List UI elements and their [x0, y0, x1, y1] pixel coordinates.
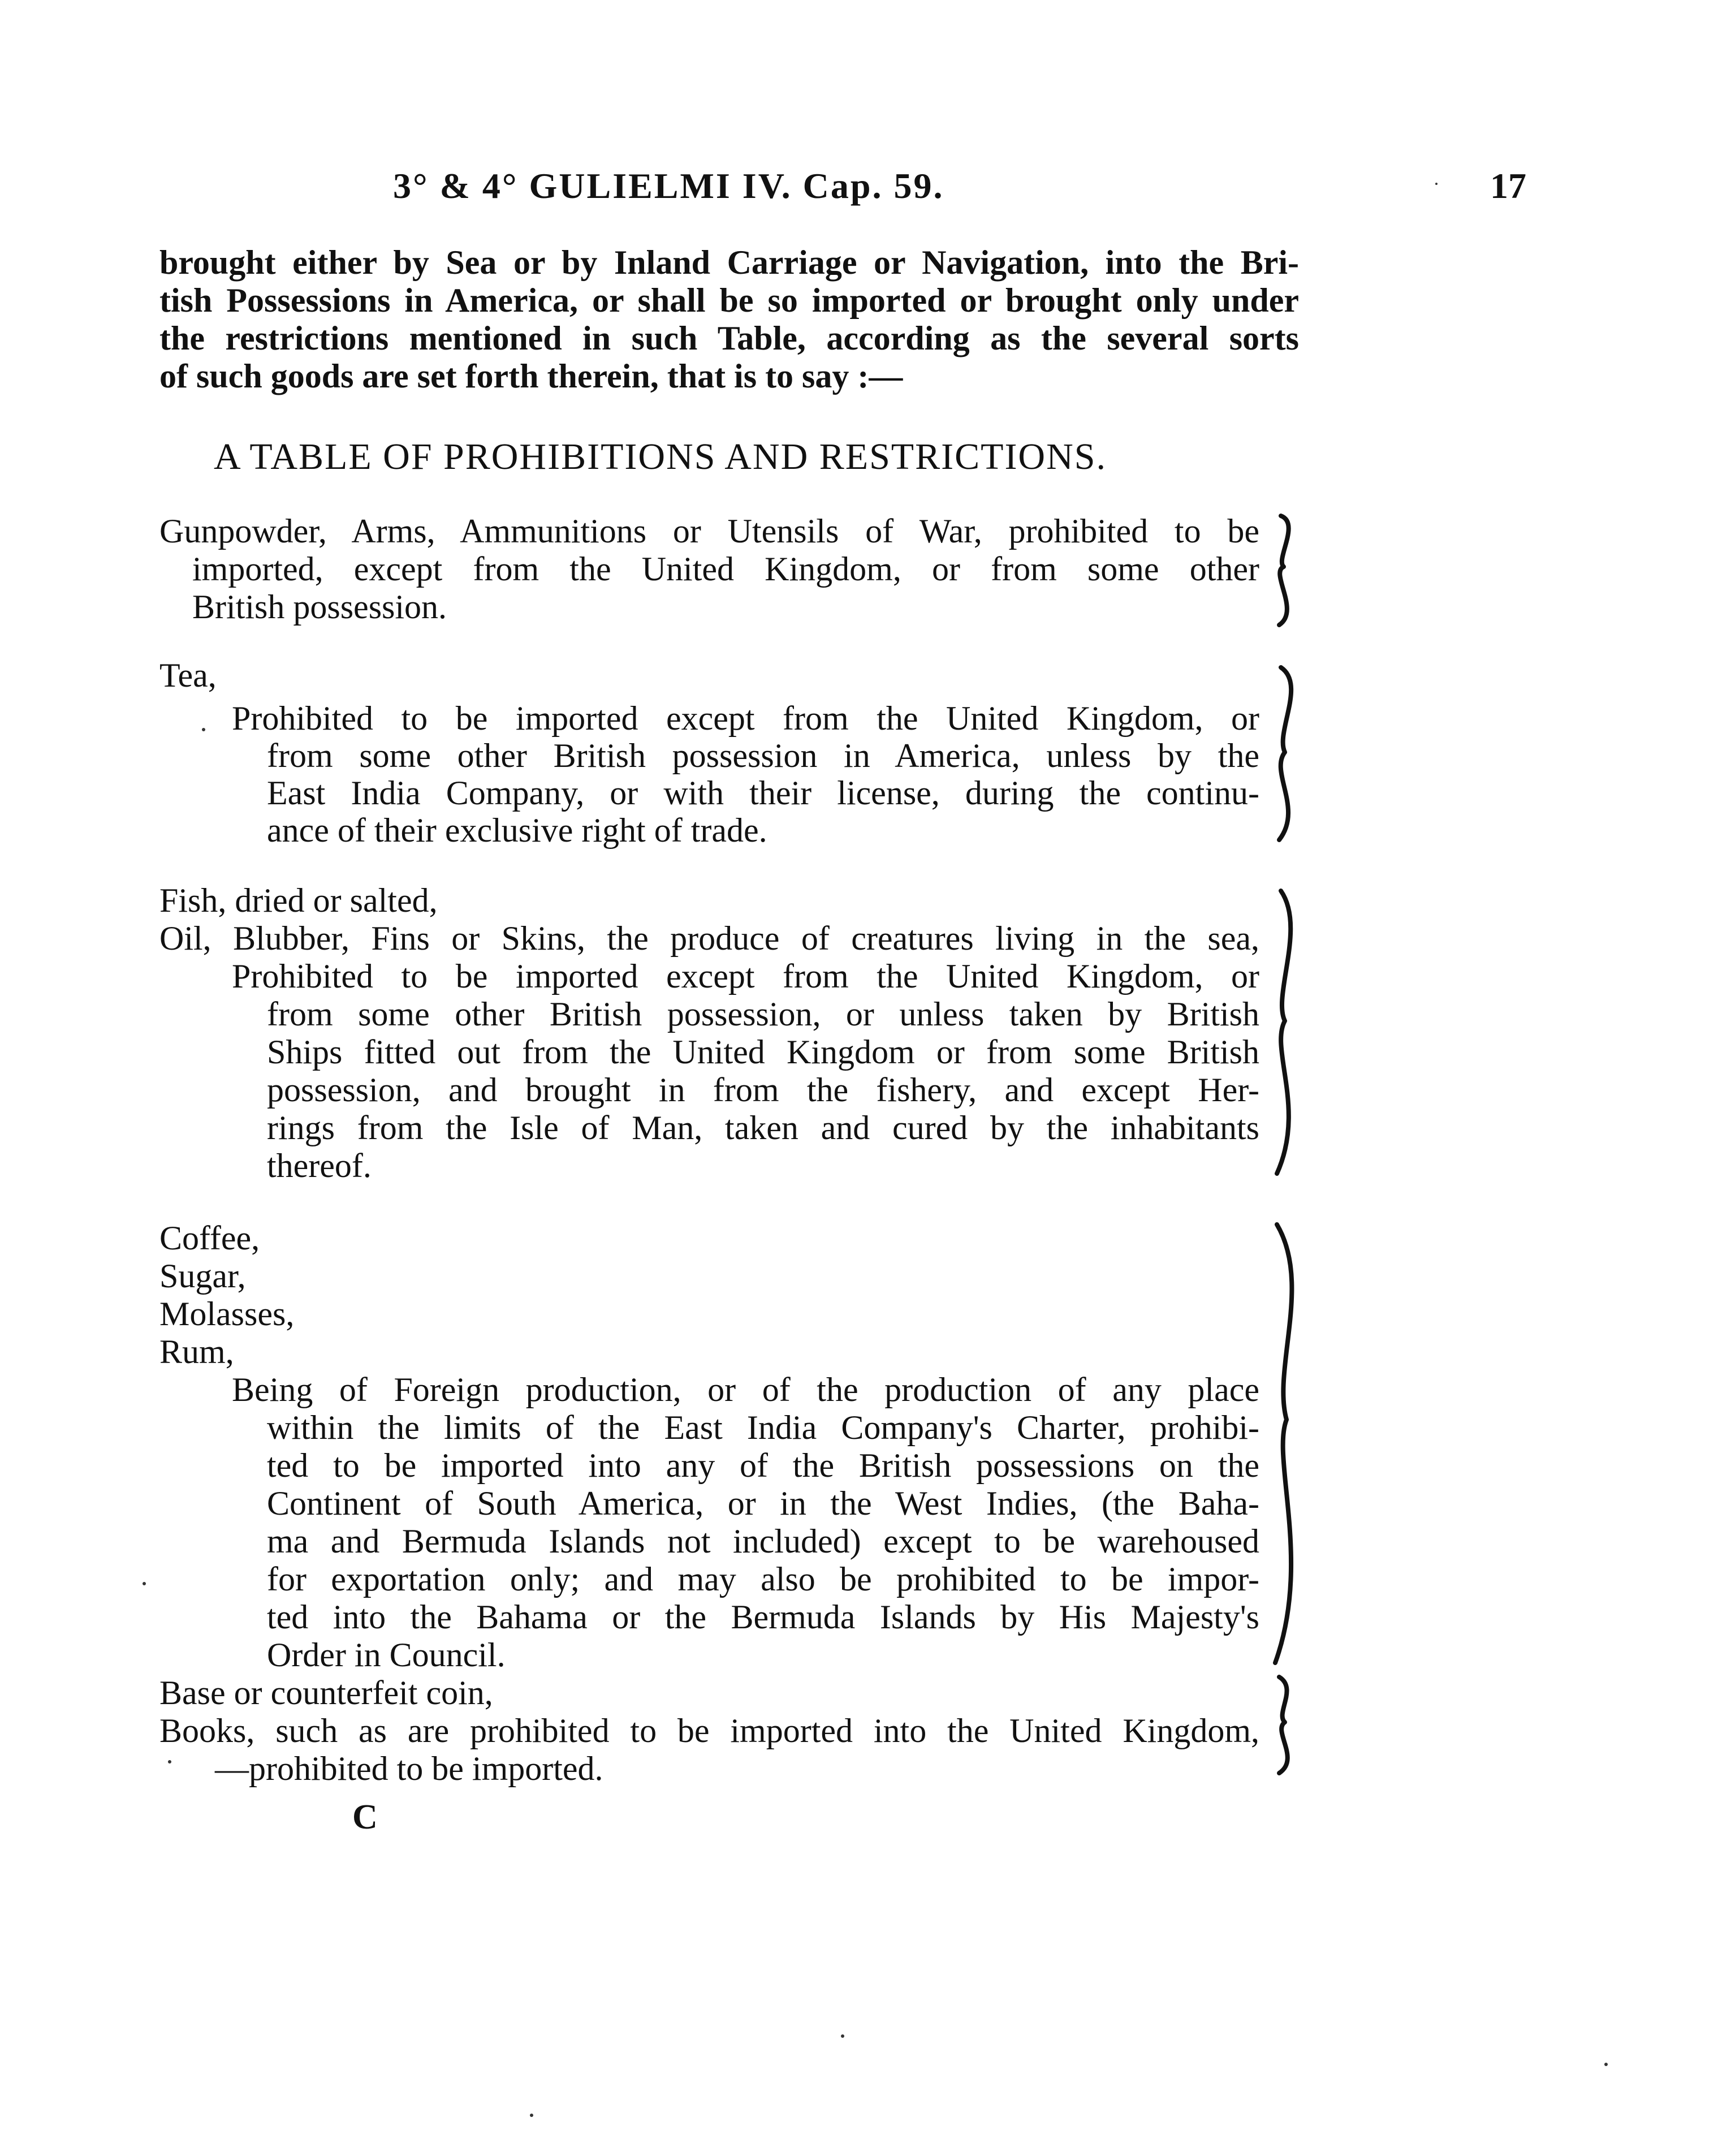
entry-line: from some other British possession, or unless taken by British — [267, 995, 1259, 1033]
table-title: A TABLE OF PROHIBITIONS AND RESTRICTIONS. — [214, 436, 1107, 477]
entry-line: thereof. — [267, 1147, 372, 1184]
right-brace-2 — [1279, 667, 1291, 840]
speck — [1604, 2063, 1608, 2066]
speck — [143, 1582, 146, 1585]
entry-line: Fish, dried or salted, — [159, 882, 438, 919]
right-brace-3 — [1277, 891, 1290, 1174]
right-brace-4 — [1275, 1224, 1292, 1663]
entry-line: Tea, — [159, 657, 217, 694]
entry-line: ted into the Bahama or the Bermuda Islands by His Majesty's — [267, 1598, 1259, 1636]
entry-line: Continent of South America, or in the West Indies, (the Baha- — [267, 1485, 1259, 1522]
right-brace-5 — [1279, 1677, 1288, 1773]
entry-line: Gunpowder, Arms, Ammunitions or Utensils of War, prohibited to be — [159, 512, 1259, 550]
running-head — [0, 165, 1718, 210]
intro-line: the restrictions mentioned in such Table, according as the several sorts — [159, 320, 1299, 357]
speck — [841, 2034, 844, 2038]
entry-line: —prohibited to be imported. — [215, 1750, 603, 1787]
entry-line: ance of their exclusive right of trade. — [267, 812, 767, 849]
entry-line: Rum, — [159, 1333, 234, 1370]
speck — [168, 1760, 171, 1763]
page-number: 17 — [1490, 166, 1526, 206]
entry-line: Sugar, — [159, 1257, 246, 1295]
entry-line: Molasses, — [159, 1295, 295, 1333]
entry-line: imported, except from the United Kingdom, or from some other — [192, 550, 1259, 588]
entry-line: from some other British possession in America, unless by the — [267, 737, 1259, 774]
entry-line: East India Company, or with their license, during the continu- — [267, 774, 1259, 812]
entry-line: Base or counterfeit coin, — [159, 1674, 493, 1711]
intro-line: tish Possessions in America, or shall be so imported or brought only under — [159, 282, 1299, 319]
right-brace-1 — [1279, 516, 1289, 625]
entry-line: ma and Bermuda Islands not included) except to be warehoused — [267, 1523, 1259, 1560]
entry-line: rings from the Isle of Man, taken and cured by the inhabitants — [267, 1109, 1259, 1146]
speck — [530, 2114, 533, 2117]
entry-line: Prohibited to be imported except from the United Kingdom, or — [232, 958, 1259, 995]
intro-line: brought either by Sea or by Inland Carriage or Navigation, into the Bri- — [159, 244, 1299, 281]
entry-line: Prohibited to be imported except from the United Kingdom, or — [232, 700, 1259, 737]
entry-line: Books, such as are prohibited to be imported into the United Kingdom, — [159, 1712, 1259, 1749]
entry-line: Oil, Blubber, Fins or Skins, the produce of creatures living in the sea, — [159, 920, 1259, 957]
entry-line: within the limits of the East India Company's Charter, prohibi- — [267, 1409, 1259, 1446]
entry-line: Order in Council. — [267, 1636, 506, 1674]
entry-line: British possession. — [192, 588, 447, 626]
entry-line: Being of Foreign production, or of the production of any place — [232, 1371, 1259, 1408]
entry-line: ted to be imported into any of the British possessions on the — [267, 1447, 1259, 1484]
entry-line: possession, and brought in from the fishery, and except Her- — [267, 1071, 1259, 1109]
signature-mark: C — [352, 1798, 378, 1836]
speck — [202, 728, 205, 731]
running-head-title: 3° & 4° GULIELMI IV. Cap. 59. — [393, 166, 944, 206]
entry-line: Coffee, — [159, 1219, 260, 1257]
entry-line: for exportation only; and may also be prohibited to be impor- — [267, 1560, 1259, 1598]
entry-line: Ships fitted out from the United Kingdom or from some British — [267, 1033, 1259, 1071]
intro-line: of such goods are set forth therein, that is to say :— — [159, 357, 903, 395]
